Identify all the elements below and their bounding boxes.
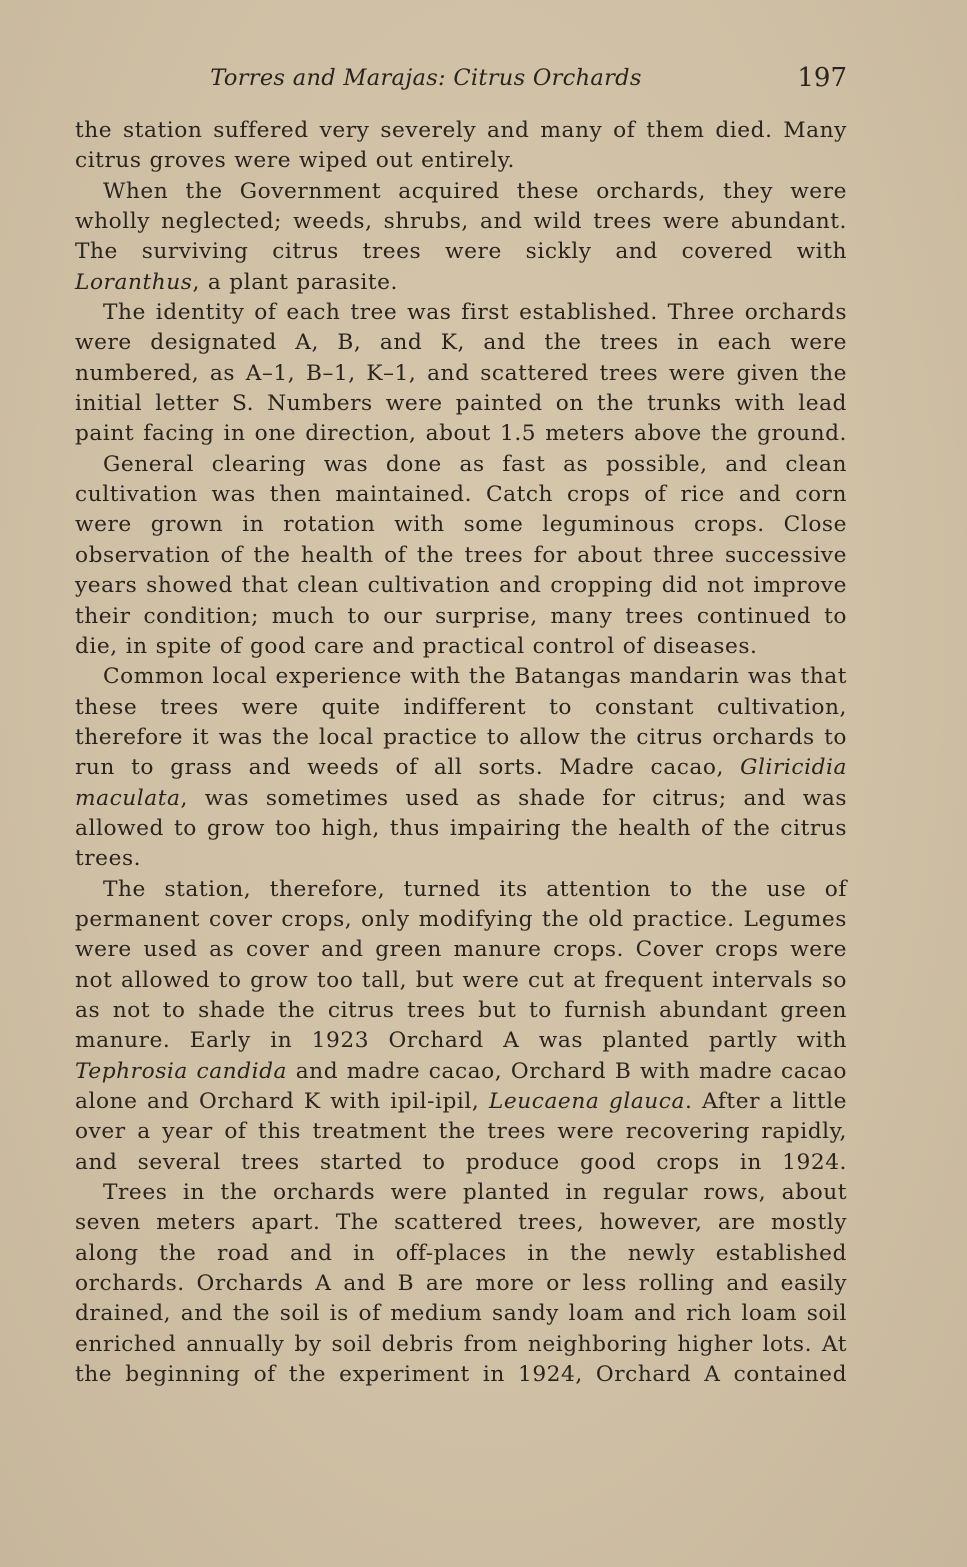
running-title: Torres and Marajas: Citrus Orchards	[210, 65, 642, 91]
paragraph-3-text: The identity of each tree was first established. Three orchards were designated A, B, and K, and the trees in each were numbered, as A–1, B–1, K–1, and scattered trees were given the initial letter S. Numbers were painted on the trunks with lead paint facing in one direction, about 1.5 meters above the ground.	[75, 300, 847, 447]
species-name-tephrosia: Tephrosia candida	[75, 1058, 288, 1084]
paragraph-6	[75, 875, 847, 1178]
paragraph-1	[75, 116, 847, 177]
paragraph-5	[75, 662, 847, 874]
paragraph-7	[75, 1178, 847, 1390]
book-page	[75, 58, 847, 1390]
running-head	[75, 58, 847, 102]
species-name-gliricidia: Gliricidia maculata	[75, 755, 847, 811]
species-name-leucaena: Leucaena glauca	[488, 1089, 685, 1114]
paragraph-1-text: the station suffered very severely and many of them died. Many citrus groves were wiped out entirely.	[75, 118, 847, 174]
page-number: 197	[797, 63, 847, 93]
paragraph-7-text: Trees in the orchards were planted in regular rows, about seven meters apart. The scattered trees, however, are mostly along the road and in off-places in the newly established orchards. Orchards A and B are more or less rolling and easily drained, and the soil is of medium sandy loam and rich loam soil enriched annually by soil debris from neighboring higher lots. At the beginning of the experiment in 1924, Orchard A contained	[75, 1180, 847, 1388]
paragraph-2	[75, 177, 847, 298]
paragraph-5-text-a: Common local experience with the Batangas mandarin was that these trees were quite indifferent to constant cultivation, therefore it was the local practice to allow the citrus orchards to run to grass and weeds of all sorts. Madre cacao,	[75, 664, 847, 781]
body-text	[75, 116, 847, 1390]
paragraph-2-text-b: , a plant parasite.	[192, 269, 398, 295]
species-name-loranthus: Loranthus	[75, 269, 193, 295]
paragraph-4	[75, 450, 847, 662]
paragraph-5-text-b: , was sometimes used as shade for citrus; and was allowed to grow too high, thus impairing the health of the citrus trees.	[75, 785, 847, 872]
paragraph-6-text-c: . After a little over a year of this treatment the trees were recovering rapidly, and several trees started to produce good crops in 1924.	[75, 1089, 848, 1175]
paragraph-4-text: General clearing was done as fast as possible, and clean cultivation was then maintained. Catch crops of rice and corn were grown in rotation with some leguminous crops. Close observation of the health of the trees for about three successive years showed that clean cultivation and cropping did not improve their condition; much to our surprise, many trees continued to die, in spite of good care and practical control of diseases.	[75, 451, 847, 659]
paragraph-2-text-a: When the Government acquired these orchards, they were wholly neglected; weeds, shrubs, and wild trees were abundant. The surviving citrus trees were sickly and covered with	[75, 178, 847, 265]
paragraph-6-text-a: The station, therefore, turned its attention to the use of permanent cover crops, only modifying the old practice. Legumes were used as cover and green manure crops. Cover crops were not allowed to grow too tall, but were cut at frequent intervals so as not to shade the citrus trees but to furnish abundant green manure. Early in 1923 Orchard A was planted partly with	[75, 876, 847, 1054]
paragraph-3	[75, 298, 847, 450]
paragraph-6-text-b: and madre cacao, Orchard B with madre cacao alone and Orchard K with ipil-ipil,	[75, 1058, 847, 1114]
